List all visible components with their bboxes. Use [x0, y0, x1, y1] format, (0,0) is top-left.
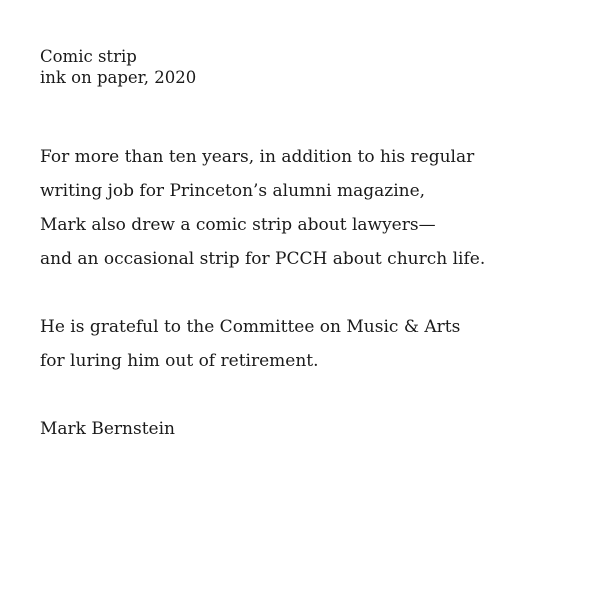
statement-line: and an occasional strip for PCCH about church life. — [40, 249, 486, 269]
artwork-title: Comic strip — [40, 47, 137, 66]
statement-line: writing job for Princeton’s alumni magazine, — [40, 181, 426, 201]
artwork-medium-date: ink on paper, 2020 — [40, 68, 197, 87]
statement-line: for luring him out of retirement. — [40, 351, 319, 371]
statement-paragraph-1 — [40, 140, 580, 276]
artist-statement — [40, 140, 580, 446]
statement-line: Mark also drew a comic strip about lawyers— — [40, 215, 436, 235]
statement-line: He is grateful to the Committee on Music & Arts — [40, 317, 461, 337]
artist-name: Mark Bernstein — [40, 419, 176, 439]
statement-line: For more than ten years, in addition to his regular — [40, 147, 475, 167]
statement-paragraph-2 — [40, 310, 580, 378]
artwork-label — [40, 46, 196, 88]
